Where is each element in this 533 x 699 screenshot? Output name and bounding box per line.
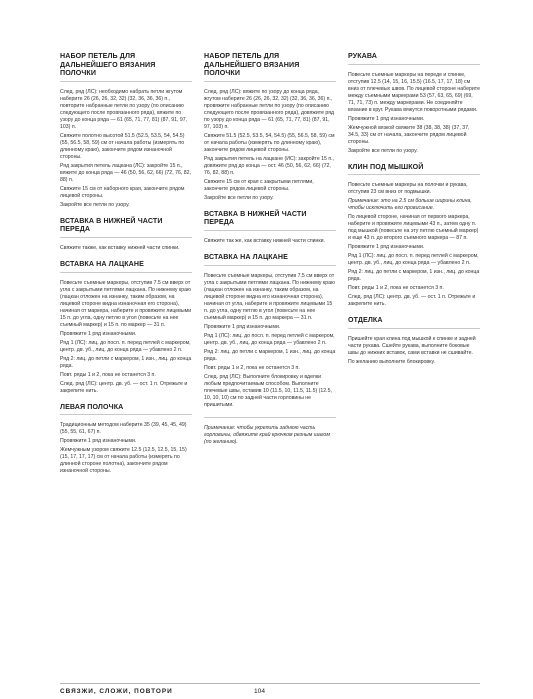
paragraph: Провяжите 1 ряд изнаночными. — [204, 323, 281, 330]
paragraph: Ряд закрытия петель лацкана (ЛС): закройте 15 п., вяжите до конца ряда — 46 (50, 56, 62, 66) (72, 76, 82, 88) п. — [60, 162, 191, 183]
paragraph: По желанию выполните блокировку. — [348, 358, 435, 365]
paragraph: Ряд 2: лиц. до петли с маркером, 1 изн., лиц. до конца ряда. — [60, 355, 192, 369]
heading-divider — [60, 81, 192, 82]
paragraph: Повесьте съемные маркеры, отступив 7.5 см вверх от угла с закрытыми петлями лацкана. По нижнему краю (лацкан отложен на изнанку, таким образом, на лицевой стороне видна изнаночная его сторона), начиная от маркера, наберите и провяжите лицевыми 15 п. до угла, одну петлю в угол (повесьте на нее съемный маркер) и 15 п. по маркер — 31 п. — [60, 279, 192, 328]
paragraph: Закройте все петли по узору. — [348, 147, 418, 154]
heading-divider — [204, 265, 336, 266]
paragraph: Провяжите 1 ряд изнаночными. — [60, 438, 137, 445]
paragraph: Повесьте съемные маркеры на переде и спинке, отступив 12.5 (14, 15, 16, 15.5) (16.5, 17, 17, 18) см вниз от плечевых швов. По лицевой стороне наберите между съемными маркерами 53 (57, 63, 65, 69) (69, 71, 71, 73) п. между маркерами. Не соединяйте вязание в круг. Рукава вяжутся поворотными рядами. — [348, 71, 480, 113]
paragraph: След. ряд (ЛС): центр. дв. уб. — ост. 1 п. Отрежьте и закрепите нить. — [60, 380, 188, 394]
section-heading: ВСТАВКА НА ЛАЦКАНЕ — [204, 252, 288, 261]
paragraph: Свяжите также, как вставку нижней части спинки. — [60, 244, 180, 251]
paragraph: Повесьте съемные маркеры, отступив 7.5 см вверх от угла с закрытыми петлями лацкана. По нижнему краю (лацкан отложен на изнанку, таким образом, на лицевой стороне видна его изнаночная сторона), начиная от угла, наберите и провяжите лицевыми 15 п. до угла, одну петлю в угол (повесьте на нее съемный маркер) и 15 п. до маркера — 31 п. — [204, 272, 335, 321]
paragraph: Ряд 1 (ЛС): лиц. до посл. п. перед петлей с маркером, центр. дв. уб., лиц. до конца ряда — убавлено 2 п. — [60, 339, 191, 353]
column-1 — [60, 52, 192, 483]
paragraph: Свяжите 51.5 (52.5, 53.5, 54, 54.5) (55, 56.5, 58, 59) см от начала работы (измерять по длинному краю), закончите рядом лицевой стороны. — [204, 132, 335, 153]
heading-divider — [204, 81, 336, 82]
section-heading: НАБОР ПЕТЕЛЬ ДЛЯ ДАЛЬНЕЙШЕГО ВЯЗАНИЯ ПОЛОЧКИ — [204, 52, 300, 78]
paragraph: Свяжите 15 см от края с закрытыми петлями, закончите рядом лицевой стороны. — [204, 178, 314, 192]
paragraph: По лицевой стороне, начиная от первого маркера, наберите и провяжите лицевыми 43 п., затем одну п. под мышкой (повесьте на эту петлю съемный маркер) и еще 43 п. до второго съемного маркера — 87 п. — [348, 214, 479, 242]
section-lower-front-insert — [204, 210, 336, 245]
paragraph: Провяжите 1 ряд изнаночными. — [348, 244, 425, 251]
paragraph: Повт. ряды 1 и 2, пока не останется 3 п. — [204, 364, 300, 371]
paragraph: След. ряд (ЛС): Выполните блокировку и вделки любым предпочитаемым способом. Выполните плечевые швы, оставив 10 (11.5, 10, 11.5, 11.5) (12.5, 10, 10, 10) см по задней части горловины не пришитыми. — [204, 373, 332, 408]
section-cast-on-front — [60, 52, 192, 209]
section-left-front — [60, 403, 192, 476]
section-cast-on-front — [204, 52, 336, 202]
heading-divider — [348, 328, 480, 329]
column-3 — [348, 52, 480, 374]
section-heading: НАБОР ПЕТЕЛЬ ДЛЯ ДАЛЬНЕЙШЕГО ВЯЗАНИЯ ПОЛОЧКИ — [60, 52, 156, 78]
heading-divider — [60, 272, 192, 273]
paragraph: Повесьте съемные маркеры на полочки и рукава, отступив 23 см вниз от подмышки. — [348, 182, 468, 196]
section-underarm-gusset — [348, 163, 480, 309]
paragraph: Закройте все петли по узору. — [204, 194, 274, 201]
section-heading: ВСТАВКА НА ЛАЦКАНЕ — [60, 259, 144, 268]
paragraph: След. ряд (ЛС): центр. дв. уб. — ост. 1 п. Отрежьте и закрепите нить. — [348, 294, 476, 308]
paragraph: Жемчужным узором свяжите 12.5 (12.5, 12.5, 15, 15) (15, 17, 17, 17) см от начала работы (измерять по длинной стороне полотна), закончите рядом изнаночной стороны. — [60, 447, 187, 475]
footer-book-title: СВЯЗЖИ, СЛОЖИ, ПОВТОРИ — [60, 688, 173, 695]
page-number: 104 — [254, 688, 266, 695]
section-lapel-insert — [204, 253, 336, 409]
paragraph: Ряд закрытия петель на лацкане (ИС): закройте 15 п., довяжите ряд до конца — ост. 46 (50, 56, 62, 66) (72, 76, 82, 88) п. — [204, 155, 335, 176]
section-heading: КЛИН ПОД МЫШКОЙ — [348, 162, 424, 171]
paragraph: Провяжите 1 ряд изнаночными. — [348, 115, 425, 122]
paragraph: Повт. ряды 1 и 2, пока не останется 3 п. — [348, 285, 444, 292]
heading-divider — [348, 174, 480, 175]
section-lapel-insert — [60, 260, 192, 395]
paragraph: Ряд 1 (ЛС): лиц. до посл. п. перед петлей с маркером, центр. дв. уб., лиц. до конца ряда — убавлено 2 п. — [204, 332, 335, 346]
paragraph: След. ряд (ЛС): необходимо набрать петли жгутом наберите 26 (26, 26, 32, 32) (32, 36, 36, 36) п., повторите набранные петли по узору (по описанию следующего после провязанного ряда), вяжите по узору до конца ряда — 61 (65, 71, 77, 81) (87, 91, 97, 103) п. — [60, 88, 188, 130]
section-heading: ОТДЕЛКА — [348, 316, 383, 325]
section-finishing — [348, 316, 480, 366]
heading-divider — [60, 414, 192, 415]
paragraph: Свяжите полотно высотой 51.5 (52.5, 53.5, 54, 54.5) (55, 56.5, 58, 59) см от начала работы (измерять по длинному краю), закончите рядом изнаночной стороны. — [60, 132, 185, 160]
paragraph: Ряд 2: лиц. до петли с маркером, 1 изн., лиц. до конца ряда. — [204, 348, 336, 362]
heading-divider — [204, 230, 336, 231]
column-2 — [204, 52, 336, 454]
paragraph: Свяжите 15 см от наборного края, закончите рядом лицевой стороны. — [60, 185, 185, 199]
note-paragraph: Примечание: это на 2.5 см больше ширины клина, чтобы исключить его провисание. — [348, 198, 472, 212]
heading-divider — [348, 64, 480, 65]
section-note — [204, 417, 336, 446]
paragraph: Закройте все петли по узору. — [60, 201, 130, 208]
paragraph: Пришейте края клина под мышкой к спинке и задней части рукава. Сшейте рукава, выполните боковые швы до нижних вставок, сами вставки не сшивайте. — [348, 335, 476, 356]
paragraph: Традиционным методом наберите 35 (39, 45, 45, 49) (55, 55, 61, 67) п. — [60, 422, 187, 436]
section-heading: РУКАВА — [348, 52, 377, 60]
footer-divider — [60, 683, 480, 684]
paragraph: След. ряд (ЛС): вяжите по узору до конца ряда, жгутом наберите 26 (26, 26, 32, 32) (32, 36, 36, 36) п., провяжите набранные петли по узору (по описанию следующего после провязанного ряда), довяжите ряд по узору до конца ряда — 61 (65, 71, 77, 81) (87, 91, 97, 103) п. — [204, 88, 335, 130]
paragraph: Ряд 2: лиц. до петли с маркером, 1 изн., лиц. до конца ряда. — [348, 269, 480, 283]
paragraph: Повт. ряды 1 и 2, пока не останется 3 п. — [60, 371, 156, 378]
section-heading: ВСТАВКА В НИЖНЕЙ ЧАСТИ ПЕРЕДА — [204, 209, 307, 227]
section-sleeves — [348, 52, 480, 155]
section-heading: ВСТАВКА В НИЖНЕЙ ЧАСТИ ПЕРЕДА — [60, 216, 163, 234]
note-divider — [204, 417, 336, 418]
section-heading: ЛЕВАЯ ПОЛОЧКА — [60, 402, 124, 411]
section-lower-front-insert — [60, 217, 192, 252]
heading-divider — [60, 237, 192, 238]
paragraph: Провяжите 1 ряд изнаночными. — [60, 330, 137, 337]
note-paragraph: Примечание: чтобы укрепить заднюю часть горловины, обвяжите край крючком резным шагом (по желанию). — [204, 424, 330, 445]
paragraph: Жемчужной вязкой свяжите 38 (38, 38, 38) (37, 37, 34.5, 33) см от начала, закончите рядом лицевой стороны. — [348, 124, 470, 145]
paragraph: Свяжите так же, как вставку нижней части спинки. — [204, 237, 325, 244]
paragraph: Ряд 1 (ЛС): лиц. до посл. п. перед петлей с маркером, центр. дв. уб., лиц. до конца ряда — убавлено 2 п. — [348, 253, 479, 267]
